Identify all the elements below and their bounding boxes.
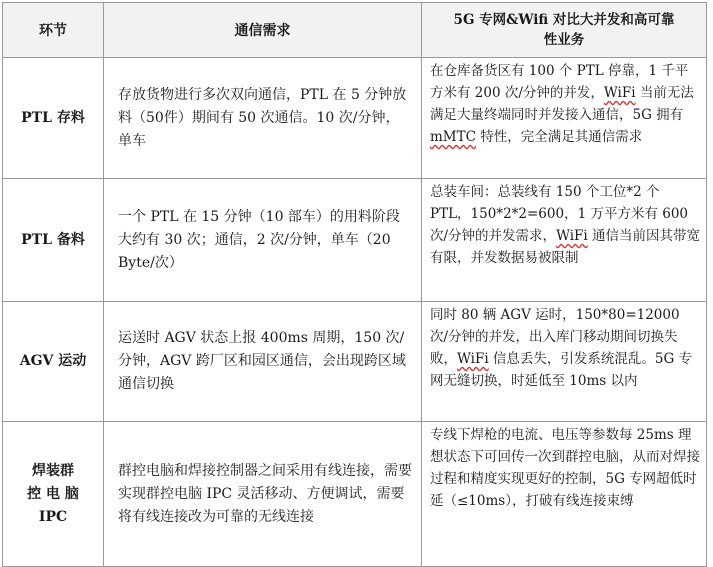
stage-cell: PTL 存料 <box>3 58 104 179</box>
table-row <box>3 302 707 422</box>
advantage-text: 在仓库备货区有 100 个 PTL 停靠，1 千平方米有 200 次/分钟的并发， <box>430 63 689 101</box>
advantage-cell <box>422 179 707 302</box>
comparison-table-container <box>2 2 706 550</box>
header-advantage-line2: 性业务 <box>543 32 585 48</box>
header-need: 通信需求 <box>104 3 422 58</box>
need-cell: 存放货物进行多次双向通信，PTL 在 5 分钟放料（50件）期间有 50 次通信。10 次/分钟，单车 <box>104 58 422 179</box>
advantage-text: 同时 80 辆 AGV 运时，150*80=12000 次/分钟的并发，出入库门移动期间切换失败， <box>430 307 680 367</box>
table-row <box>3 422 707 567</box>
comparison-table <box>2 2 707 567</box>
advantage-text: 当前无法满足大量终端同时并发接入通信，5G 拥有 <box>430 85 694 123</box>
stage-cell <box>3 422 104 567</box>
stage-line: 控 电 脑 <box>27 485 79 502</box>
advantage-text: 通信当前因其带宽有限，并发数据易被限制 <box>430 228 700 266</box>
stage-cell: AGV 运动 <box>3 302 104 422</box>
stage-cell: PTL 备料 <box>3 179 104 302</box>
need-cell: 群控电脑和焊接控制器之间采用有线连接，需要实现群控电脑 IPC 灵活移动、方便调试，需要将有线连接改为可靠的无线连接 <box>104 422 422 567</box>
stage-line: 焊装群 <box>32 462 74 479</box>
stage-line: IPC <box>38 508 68 525</box>
need-cell: 运送时 AGV 状态上报 400ms 周期，150 次/分钟，AGV 跨厂区和园区通信，会出现跨区域通信切换 <box>104 302 422 422</box>
advantage-text: 总装车间：总装线有 150 个工位*2 个 PTL，150*2*2=600，1 万平方米有 600 次/分钟的并发需求， <box>430 184 689 244</box>
wifi-term: WiFi <box>556 228 588 244</box>
table-row <box>3 58 707 179</box>
advantage-cell <box>422 58 707 179</box>
wifi-term: WiFi <box>457 351 489 367</box>
advantage-text: 信息丢失，引发系统混乱。5G 专网无缝切换，时延低至 10ms 以内 <box>430 351 693 389</box>
header-advantage <box>422 3 707 58</box>
header-advantage-line1: 5G 专网&Wifi 对比大并发和高可靠 <box>453 12 675 28</box>
advantage-cell <box>422 422 707 567</box>
advantage-text: 特性，完全满足其通信需求 <box>475 129 643 145</box>
need-cell: 一个 PTL 在 15 分钟（10 部车）的用料阶段大约有 30 次；通信，2 次/分钟，单车（20 Byte/次） <box>104 179 422 302</box>
table-row <box>3 179 707 302</box>
header-stage: 环节 <box>3 3 104 58</box>
mmtc-term: mMTC <box>430 129 476 145</box>
advantage-text: 专线下焊枪的电流、电压等参数每 25ms 理想状态下可回传一次到群控电脑，从而对焊接过程和精度实现更好的控制，5G 专网超低时延（≤10ms），打破有线连接束缚 <box>430 427 700 509</box>
advantage-cell <box>422 302 707 422</box>
table-header-row <box>3 3 707 58</box>
wifi-term: WiFi <box>603 85 636 101</box>
